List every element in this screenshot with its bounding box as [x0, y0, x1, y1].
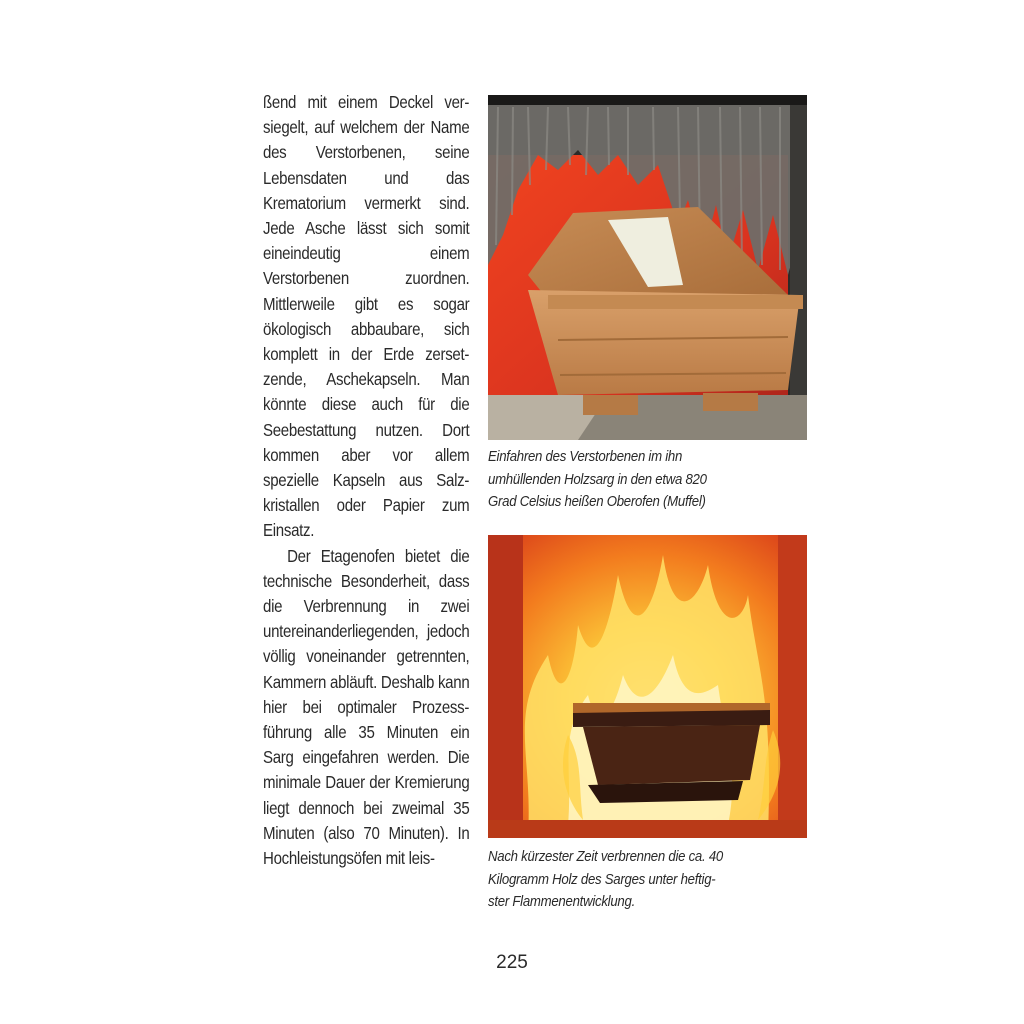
body-text-column [263, 90, 469, 871]
caption-line: Einfahren des Verstorbenen im ihn [488, 448, 683, 465]
figure-1-caption [488, 446, 792, 514]
caption-line: Nach kürzester Zeit verbrennen die ca. 40 [488, 848, 723, 865]
figure-2-caption [488, 846, 792, 914]
caption-line: ster Flammenentwicklung. [488, 893, 635, 910]
photo-burning-coffin [488, 535, 807, 838]
caption-line: Kilogramm Holz des Sarges unter heftig- [488, 870, 716, 888]
caption-line: Grad Celsius heißen Oberofen (Muffel) [488, 493, 706, 510]
body-paragraph-2: Der Etagenofen bietet die technische Besonderheit, dass die Verbrennung in zwei untereinanderliegenden, jedoch völlig voneinander getrennten, Kammern abläuft. Deshalb kann hier bei optimaler Prozessführung alle 35 Minuten ein Sarg eingefahren werden. Die minimale Dauer der Kremierung liegt dennoch bei zweimal 35 Minuten (also 70 Minuten). In Hochleistungsöfen mit leis- [263, 545, 470, 869]
photo-coffin-entering-oven [488, 95, 807, 440]
body-paragraph-1: ßend mit einem Deckel versiegelt, auf welchem der Name des Verstorbenen, seine Lebensdaten und das Krematorium vermerkt sind. Jede Asche lässt sich somit eineindeutig einem Verstorbenen zuordnen. Mittlerweile gibt es sogar ökologisch abbaubare, sich komplett in der Erde zersetzende, Aschekapseln. Man könnte diese auch für die Seebestattung nutzen. Dort kommen aber vor allem spezielle Kapseln aus Salzkristallen oder Papier zum Einsatz. [263, 92, 470, 541]
caption-line: umhüllenden Holzsarg in den etwa 820 [488, 470, 707, 488]
page-number: 225 [496, 952, 528, 973]
